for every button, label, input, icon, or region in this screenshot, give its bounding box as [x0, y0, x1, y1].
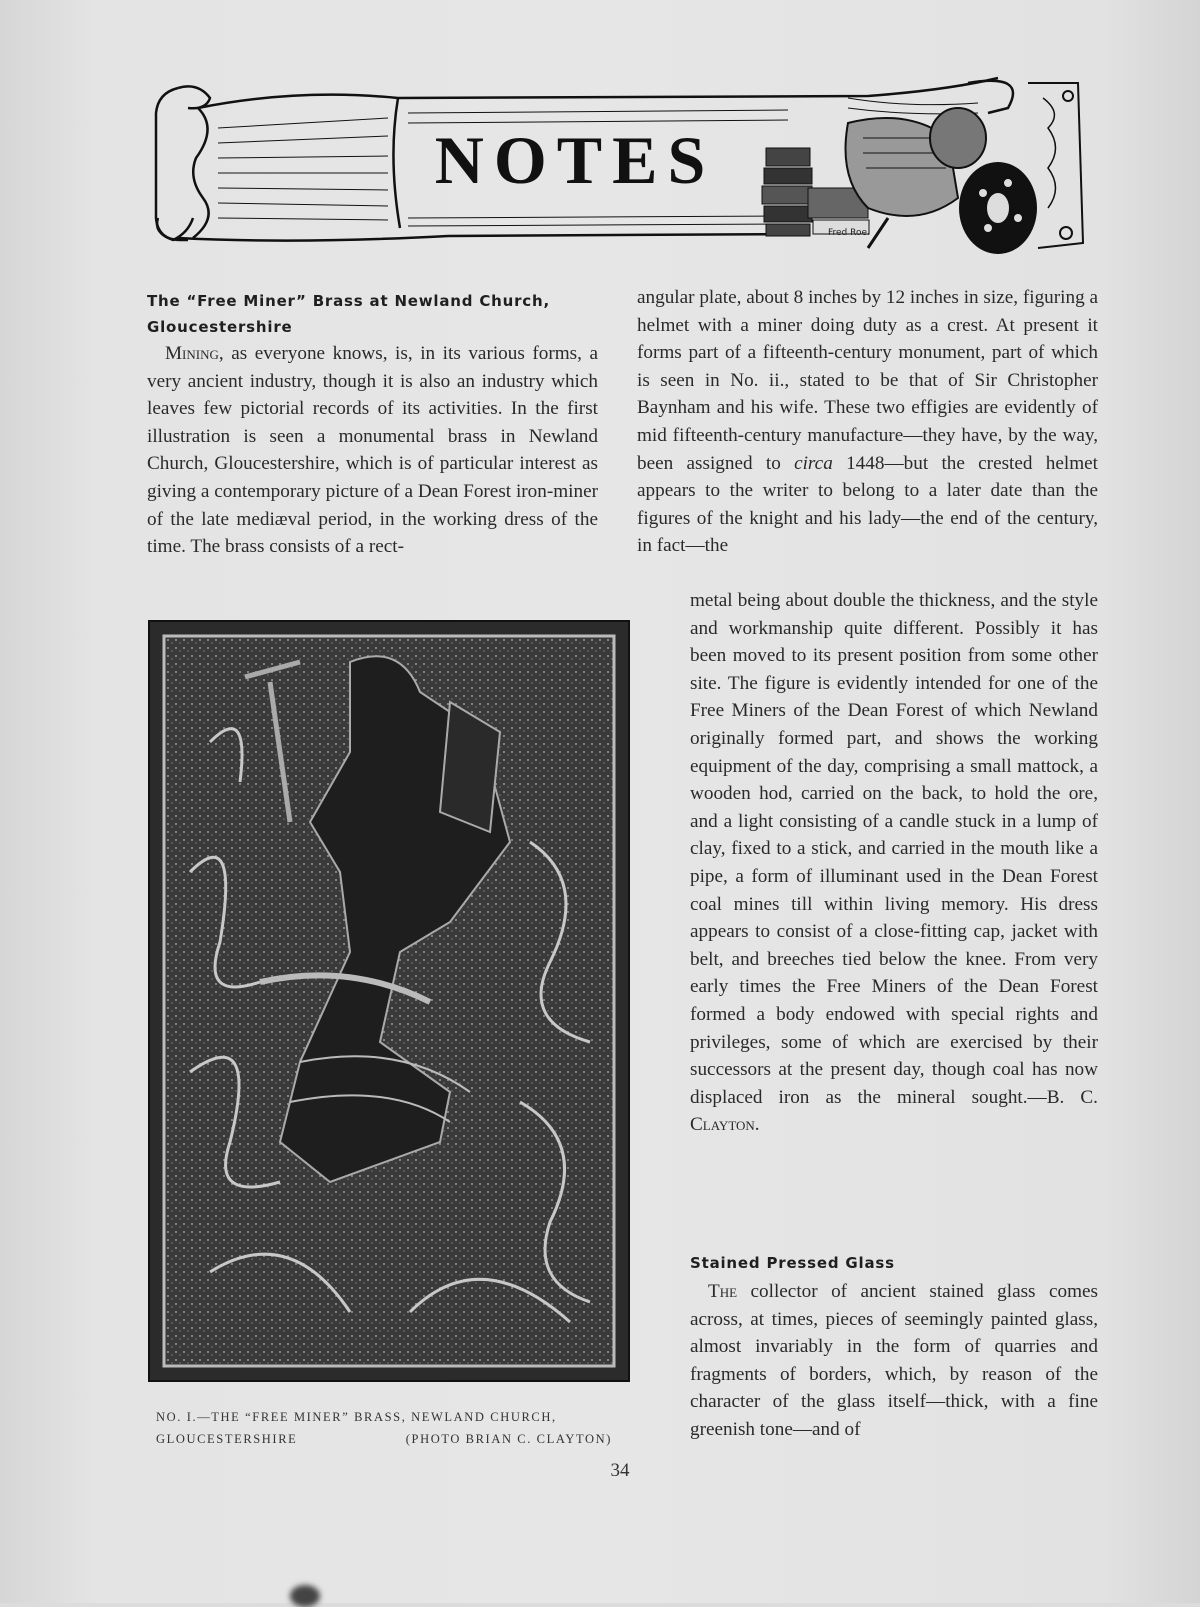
- drop-word: Mining: [165, 343, 219, 364]
- article-heading-free-miner: The “Free Miner” Brass at Newland Church, Gloucestershire: [147, 292, 550, 336]
- free-miner-brass-photo: [148, 620, 630, 1382]
- article-narrow-text: metal being about double the thickness, and the style and workmanship quite different. Possibly it has been moved to its present position from some other site. The figure is evidently intended for one of the Free Miners of the Dean Forest of which Newland originally formed part, and shows the working equipment of the day, comprising a small mattock, a wooden hod, carried on the back, to hold the ore, and a light consisting of a candle stuck in a lump of clay, fixed to a stick, and carried in the mouth like a pipe, a form of illuminant used in the Dean Forest coal mines till within living memory. His dress appears to consist of a close-fitting cap, jacket with belt, and breeches tied below the knee. From very early times the Free Miners of the Dean Forest formed a body endowed with special rights and privileges, some of which are exercised by their successors at the present day, though coal has now displaced iron as the mineral sought.—: [690, 590, 1098, 1108]
- caption-photo-credit: (PHOTO BRIAN C. CLAYTON): [405, 1432, 612, 1446]
- article-left-column: [147, 340, 598, 561]
- caption-location: GLOUCESTERSHIRE: [156, 1432, 298, 1446]
- article2-first-word: The: [708, 1281, 738, 1302]
- article2-body: [690, 1278, 1098, 1444]
- brass-engraving-image: [150, 622, 628, 1380]
- article-right-text-after: 1448—but the crested helmet appears to the writer to belong to a later date than the figures of the knight and his lady—the end of the century, in fact—the: [637, 452, 1098, 557]
- figure-caption: [156, 1406, 612, 1450]
- caption-line-1: NO. I.—THE “FREE MINER” BRASS, NEWLAND CHURCH,: [156, 1410, 557, 1424]
- article-right-text-before: angular plate, about 8 inches by 12 inches in size, figuring a helmet with a miner doing duty as a crest. At present it forms part of a fifteenth-century monument, part of which is seen in No. ii., stated to be that of Sir Christopher Baynham and his wife. These two effigies are evidently of mid fifteenth-century manufacture—they have, by the way, been assigned to: [637, 287, 1098, 474]
- article-author: B. C. Clayton.: [690, 1086, 1098, 1136]
- article2-text: collector of ancient stained glass comes across, at times, pieces of seemingly painted glass, almost invariably in the form of quarries and fragments of borders, which, by reason of the character of the glass itself—thick, with a fine greenish tone—and of: [690, 1281, 1098, 1440]
- article-right-column: [637, 284, 1098, 560]
- article-italic-term: circa: [794, 452, 833, 474]
- notes-banner: [148, 68, 1098, 268]
- article-narrow-column: [690, 587, 1098, 1139]
- article-heading-stained-glass: Stained Pressed Glass: [690, 1254, 895, 1272]
- page-title: NOTES: [434, 122, 716, 198]
- illustrator-signature: Fred Roe.: [828, 228, 870, 238]
- article-left-text: , as everyone knows, is, in its various forms, a very ancient industry, though it is also an industry which leaves few pictorial records of its activities. In the first illustration is seen a monumental brass in Newland Church, Gloucestershire, which is of particular interest as giving a contemporary picture of a Dean Forest iron-miner of the late mediæval period, in the working dress of the time. The brass consists of a rect-: [147, 343, 598, 558]
- page-number: 34: [610, 1460, 630, 1481]
- scan-smudge: [290, 1585, 320, 1607]
